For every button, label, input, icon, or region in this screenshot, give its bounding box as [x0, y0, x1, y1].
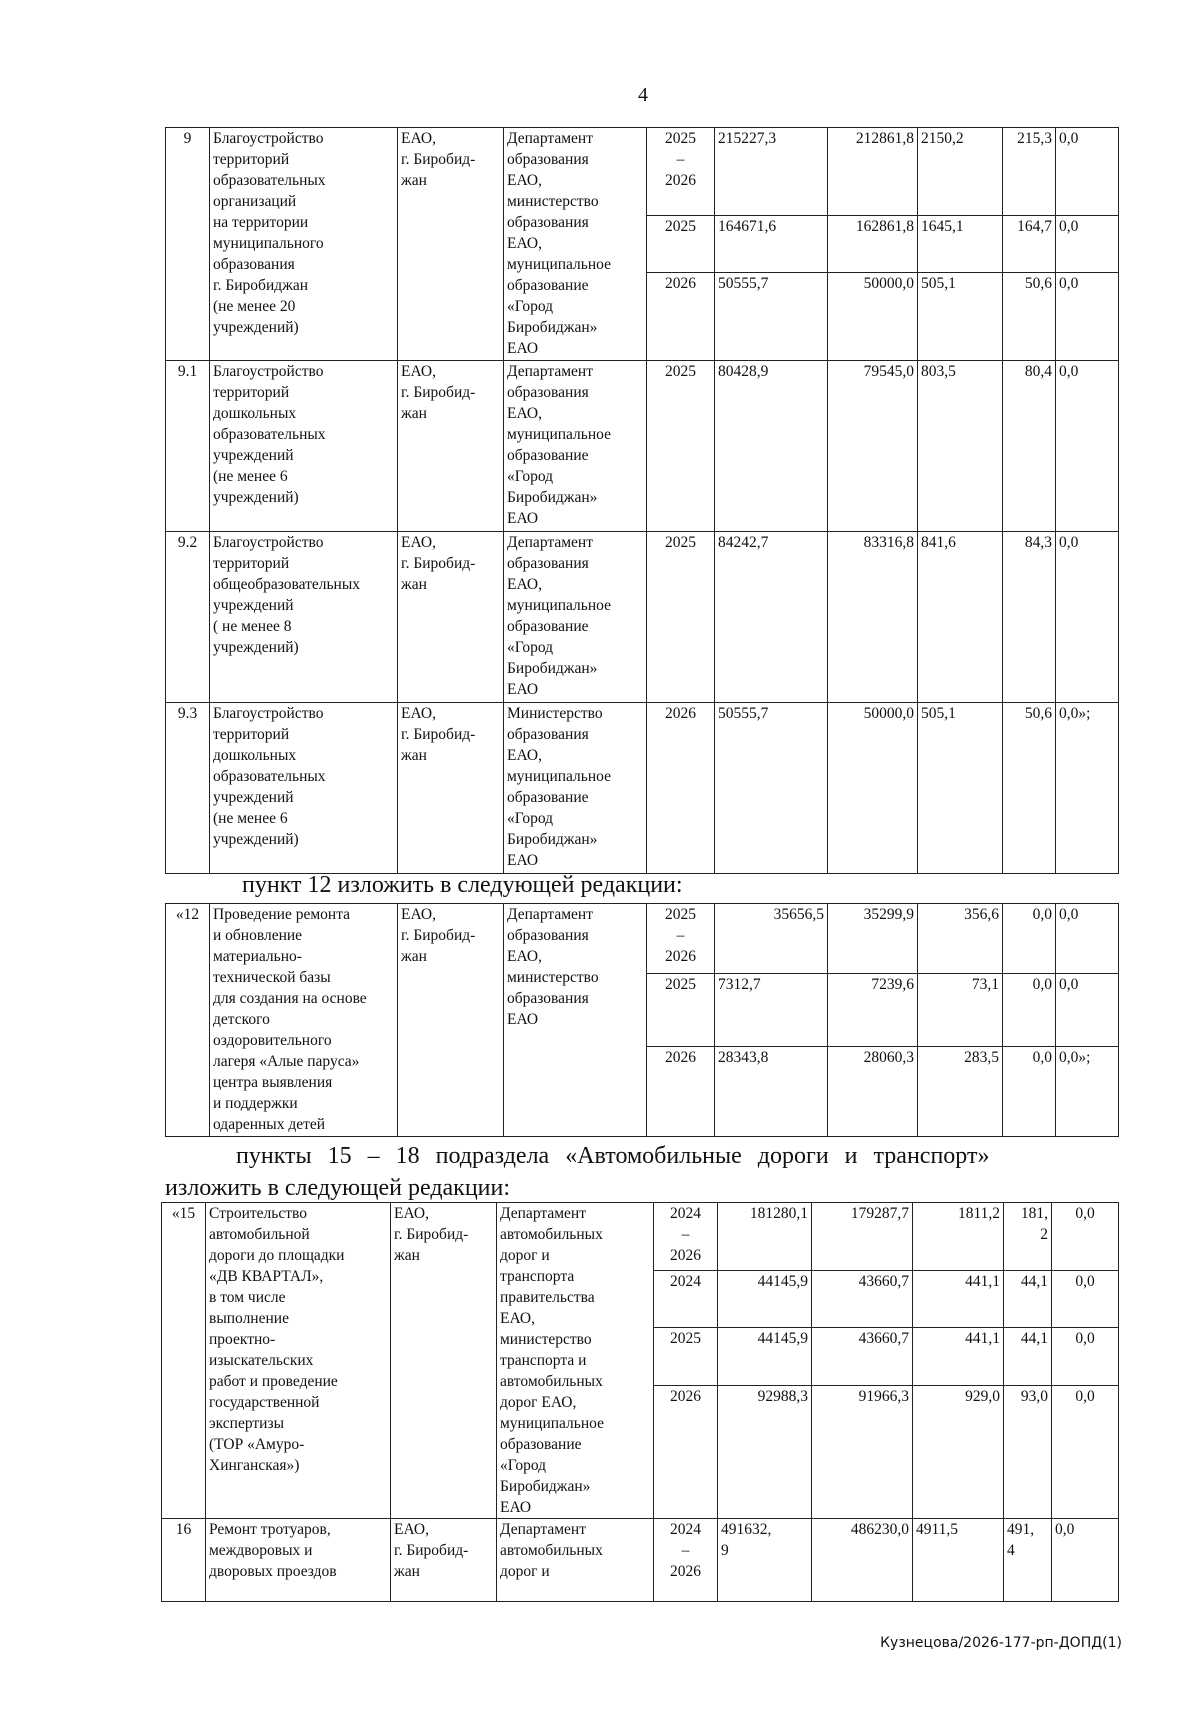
year-cell: 2025: [647, 361, 715, 532]
value-cell: 1811,2: [913, 1203, 1004, 1271]
row-name: Благоустройство территорий дошкольных образовательных учреждений (не менее 6 учреждений): [210, 703, 398, 874]
row-executor: Департамент образования ЕАО, министерство образования ЕАО: [504, 904, 647, 1137]
section-intro-15-18: пункты 15 – 18 подраздела «Автомобильные дороги и транспорт»: [236, 1143, 990, 1169]
row-name: Ремонт тротуаров, междворовых и дворовых проездов: [206, 1519, 391, 1602]
year-cell: 2026: [654, 1385, 718, 1518]
table-section-15: [161, 1202, 1119, 1602]
value-cell: 28343,8: [715, 1047, 828, 1137]
value-cell: 7312,7: [715, 974, 828, 1047]
row-number: 9.3: [166, 703, 210, 874]
row-location: ЕАО, г. Биробид- жан: [398, 128, 504, 361]
year-cell: 2025 – 2026: [647, 904, 715, 974]
row-location: ЕАО, г. Биробид- жан: [398, 532, 504, 703]
value-cell: 50000,0: [828, 703, 918, 874]
row-executor: Департамент образования ЕАО, муниципальное образование «Город Биробиджан» ЕАО: [504, 532, 647, 703]
value-cell: 50555,7: [715, 273, 828, 361]
row-name: Благоустройство территорий образовательных организаций на территории муниципального образования г. Биробиджан (не менее 20 учреждений): [210, 128, 398, 361]
table-section-12: [165, 903, 1119, 1137]
row-location: ЕАО, г. Биробид- жан: [391, 1203, 497, 1519]
row-number: 16: [162, 1519, 206, 1602]
value-cell: 162861,8: [828, 216, 918, 273]
document-footer-reference: Кузнецова/2026-177-рп-ДОПД(1): [880, 1635, 1122, 1651]
value-cell: 841,6: [918, 532, 1003, 703]
value-cell: 0,0: [1052, 1328, 1119, 1385]
value-cell: 0,0: [1056, 361, 1119, 532]
value-cell: 7239,6: [828, 974, 918, 1047]
value-cell: 91966,3: [812, 1385, 913, 1518]
table-row: [166, 904, 1119, 974]
value-cell: 505,1: [918, 273, 1003, 361]
section-intro-15-18-cont: изложить в следующей редакции:: [165, 1175, 511, 1201]
value-cell: 83316,8: [828, 532, 918, 703]
section-intro-12: пункт 12 изложить в следующей редакции:: [242, 872, 683, 898]
table-section-9: [165, 127, 1119, 874]
row-executor: Департамент образования ЕАО, министерство образования ЕАО, муниципальное образование «Город Биробиджан» ЕАО: [504, 128, 647, 361]
row-number: «15: [162, 1203, 206, 1519]
value-cell: 0,0: [1056, 216, 1119, 273]
row-executor: Министерство образования ЕАО, муниципальное образование «Город Биробиджан» ЕАО: [504, 703, 647, 874]
value-cell: 4911,5: [913, 1519, 1004, 1602]
value-cell: 164,7: [1003, 216, 1056, 273]
page-number: 4: [638, 84, 648, 106]
value-cell: 181280,1: [718, 1203, 812, 1271]
value-cell: 43660,7: [812, 1271, 913, 1328]
value-cell: 181, 2: [1004, 1203, 1052, 1271]
year-cell: 2026: [647, 1047, 715, 1137]
value-cell: 93,0: [1004, 1385, 1052, 1518]
value-cell: 0,0: [1003, 904, 1056, 974]
year-cell: 2025: [647, 216, 715, 273]
value-cell: 44,1: [1004, 1271, 1052, 1328]
value-cell: 505,1: [918, 703, 1003, 874]
value-cell: 43660,7: [812, 1328, 913, 1385]
value-cell: 215227,3: [715, 128, 828, 216]
value-cell: 50,6: [1003, 703, 1056, 874]
value-cell: 441,1: [913, 1271, 1004, 1328]
value-cell: 0,0: [1052, 1385, 1119, 1518]
row-name: Благоустройство территорий общеобразовательных учреждений ( не менее 8 учреждений): [210, 532, 398, 703]
row-number: «12: [166, 904, 210, 1137]
value-cell: 28060,3: [828, 1047, 918, 1137]
value-cell: 0,0»;: [1056, 1047, 1119, 1137]
value-cell: 0,0: [1056, 128, 1119, 216]
value-cell: 441,1: [913, 1328, 1004, 1385]
table-row: [166, 361, 1119, 532]
row-location: ЕАО, г. Биробид- жан: [391, 1519, 497, 1602]
value-cell: 0,0: [1056, 974, 1119, 1047]
year-cell: 2026: [647, 273, 715, 361]
value-cell: 0,0»;: [1056, 703, 1119, 874]
row-executor: Департамент автомобильных дорог и: [497, 1519, 654, 1602]
year-cell: 2026: [647, 703, 715, 874]
row-location: ЕАО, г. Биробид- жан: [398, 361, 504, 532]
value-cell: 0,0: [1056, 273, 1119, 361]
year-cell: 2025: [647, 974, 715, 1047]
row-name: Благоустройство территорий дошкольных образовательных учреждений (не менее 6 учреждений): [210, 361, 398, 532]
value-cell: 50555,7: [715, 703, 828, 874]
value-cell: 215,3: [1003, 128, 1056, 216]
value-cell: 1645,1: [918, 216, 1003, 273]
row-number: 9.2: [166, 532, 210, 703]
year-cell: 2024 – 2026: [654, 1519, 718, 1602]
value-cell: 79545,0: [828, 361, 918, 532]
value-cell: 44145,9: [718, 1271, 812, 1328]
table-row: [166, 532, 1119, 703]
value-cell: 486230,0: [812, 1519, 913, 1602]
value-cell: 73,1: [918, 974, 1003, 1047]
value-cell: 356,6: [918, 904, 1003, 974]
value-cell: 0,0: [1052, 1203, 1119, 1271]
value-cell: 35299,9: [828, 904, 918, 974]
value-cell: 164671,6: [715, 216, 828, 273]
row-number: 9.1: [166, 361, 210, 532]
value-cell: 80,4: [1003, 361, 1056, 532]
year-cell: 2025: [654, 1328, 718, 1385]
table-row: [166, 128, 1119, 216]
value-cell: 50,6: [1003, 273, 1056, 361]
value-cell: 179287,7: [812, 1203, 913, 1271]
value-cell: 92988,3: [718, 1385, 812, 1518]
value-cell: 491, 4: [1004, 1519, 1052, 1602]
year-cell: 2024 – 2026: [654, 1203, 718, 1271]
table-row: [162, 1203, 1119, 1271]
value-cell: 80428,9: [715, 361, 828, 532]
row-number: 9: [166, 128, 210, 361]
row-executor: Департамент образования ЕАО, муниципальное образование «Город Биробиджан» ЕАО: [504, 361, 647, 532]
value-cell: 35656,5: [715, 904, 828, 974]
table-row: [162, 1519, 1119, 1602]
year-cell: 2025: [647, 532, 715, 703]
value-cell: 0,0: [1003, 974, 1056, 1047]
row-executor: Департамент автомобильных дорог и транспорта правительства ЕАО, министерство транспорта и автомобильных дорог ЕАО, муниципальное образование «Город Биробиджан» ЕАО: [497, 1203, 654, 1519]
value-cell: 929,0: [913, 1385, 1004, 1518]
value-cell: 44145,9: [718, 1328, 812, 1385]
value-cell: 0,0: [1056, 532, 1119, 703]
value-cell: 0,0: [1003, 1047, 1056, 1137]
value-cell: 0,0: [1056, 904, 1119, 974]
value-cell: 50000,0: [828, 273, 918, 361]
value-cell: 44,1: [1004, 1328, 1052, 1385]
value-cell: 491632, 9: [718, 1519, 812, 1602]
row-location: ЕАО, г. Биробид- жан: [398, 703, 504, 874]
value-cell: 84,3: [1003, 532, 1056, 703]
value-cell: 84242,7: [715, 532, 828, 703]
row-name: Строительство автомобильной дороги до площадки «ДВ КВАРТАЛ», в том числе выполнение проектно- изыскательских работ и проведение государственной экспертизы (ТОР «Амуро- Хинганская»): [206, 1203, 391, 1519]
year-cell: 2025 – 2026: [647, 128, 715, 216]
row-location: ЕАО, г. Биробид- жан: [398, 904, 504, 1137]
value-cell: 803,5: [918, 361, 1003, 532]
value-cell: 283,5: [918, 1047, 1003, 1137]
value-cell: 0,0: [1052, 1271, 1119, 1328]
value-cell: 212861,8: [828, 128, 918, 216]
value-cell: 0,0: [1052, 1519, 1119, 1602]
table-row: [166, 703, 1119, 874]
value-cell: 2150,2: [918, 128, 1003, 216]
row-name: Проведение ремонта и обновление материально- технической базы для создания на основе детского оздоровительного лагеря «Алые паруса» центра выявления и поддержки одаренных детей: [210, 904, 398, 1137]
year-cell: 2024: [654, 1271, 718, 1328]
